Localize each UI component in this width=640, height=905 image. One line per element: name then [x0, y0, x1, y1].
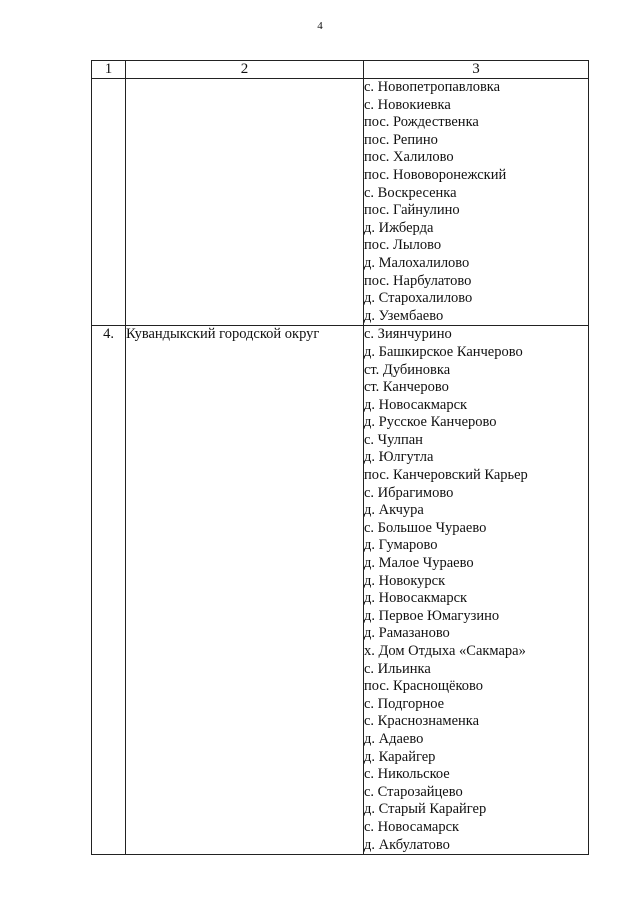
settlements-table [91, 60, 589, 855]
settlement-item: д. Акчура [364, 502, 424, 519]
settlement-item: д. Узембаево [364, 307, 444, 324]
settlements-cell [364, 79, 589, 326]
column-header-3: 3 [364, 61, 589, 79]
settlement-item: пос. Краснощёково [364, 678, 484, 695]
settlement-item: с. Ильинка [364, 660, 431, 677]
settlement-item: с. Подгорное [364, 695, 445, 712]
settlement-item: д. Новокурск [364, 572, 446, 589]
column-header-1: 1 [92, 61, 126, 79]
settlement-item: ст. Канчерово [364, 379, 449, 396]
settlement-item: д. Русское Канчерово [364, 414, 497, 431]
settlement-item: д. Первое Юмагузино [364, 607, 500, 624]
settlements-cell [364, 326, 589, 855]
settlement-item: д. Рамазаново [364, 625, 450, 642]
settlement-item: пос. Репино [364, 131, 438, 148]
settlement-item: пос. Лылово [364, 237, 442, 254]
settlement-item: д. Гумарово [364, 537, 438, 554]
settlement-item: д. Башкирское Канчерово [364, 343, 523, 360]
settlement-item: с. Новопетропавловка [364, 79, 501, 95]
table-row [92, 79, 589, 326]
settlement-item: д. Малохалилово [364, 254, 470, 271]
settlement-item: с. Никольское [364, 766, 450, 783]
settlement-item: пос. Рождественка [364, 114, 479, 131]
settlement-item: с. Зиянчурино [364, 326, 452, 343]
page-number: 4 [317, 20, 323, 32]
settlement-item: д. Ижберда [364, 219, 434, 236]
settlement-item: пос. Нововоронежский [364, 166, 507, 183]
settlement-item: пос. Нарбулатово [364, 272, 472, 289]
district-name-cell [126, 79, 364, 326]
row-number-cell [92, 79, 126, 326]
settlement-item: с. Новосамарск [364, 818, 460, 835]
district-name-cell: Кувандыкский городской округ [126, 326, 364, 855]
settlement-item: с. Старозайцево [364, 783, 463, 800]
settlement-item: д. Малое Чураево [364, 555, 474, 572]
settlement-item: д. Акбулатово [364, 836, 450, 853]
settlement-item: д. Старохалилово [364, 290, 473, 307]
table-header-row [92, 61, 589, 79]
settlement-item: с. Воскресенка [364, 184, 457, 201]
settlement-item: ст. Дубиновка [364, 361, 451, 378]
settlement-item: д. Адаево [364, 730, 424, 747]
settlement-item: д. Новосакмарск [364, 396, 468, 413]
row-number-cell: 4. [92, 326, 126, 855]
settlement-item: с. Чулпан [364, 431, 423, 448]
settlement-item: пос. Канчеровский Карьер [364, 467, 528, 484]
settlement-item: пос. Халилово [364, 149, 454, 166]
settlement-item: с. Краснознаменка [364, 713, 480, 730]
settlement-item: д. Карайгер [364, 748, 436, 765]
settlement-item: д. Старый Карайгер [364, 801, 487, 818]
table-row [92, 326, 589, 855]
settlement-item: д. Новосакмарск [364, 590, 468, 607]
column-header-2: 2 [126, 61, 364, 79]
table-body [92, 79, 589, 855]
settlement-item: пос. Гайнулино [364, 202, 460, 219]
settlement-item: с. Ибрагимово [364, 484, 454, 501]
settlement-item: с. Большое Чураево [364, 519, 487, 536]
settlement-item: д. Юлгутла [364, 449, 434, 466]
settlement-item: х. Дом Отдыха «Сакмара» [364, 643, 526, 659]
settlement-item: с. Новокиевка [364, 96, 451, 113]
